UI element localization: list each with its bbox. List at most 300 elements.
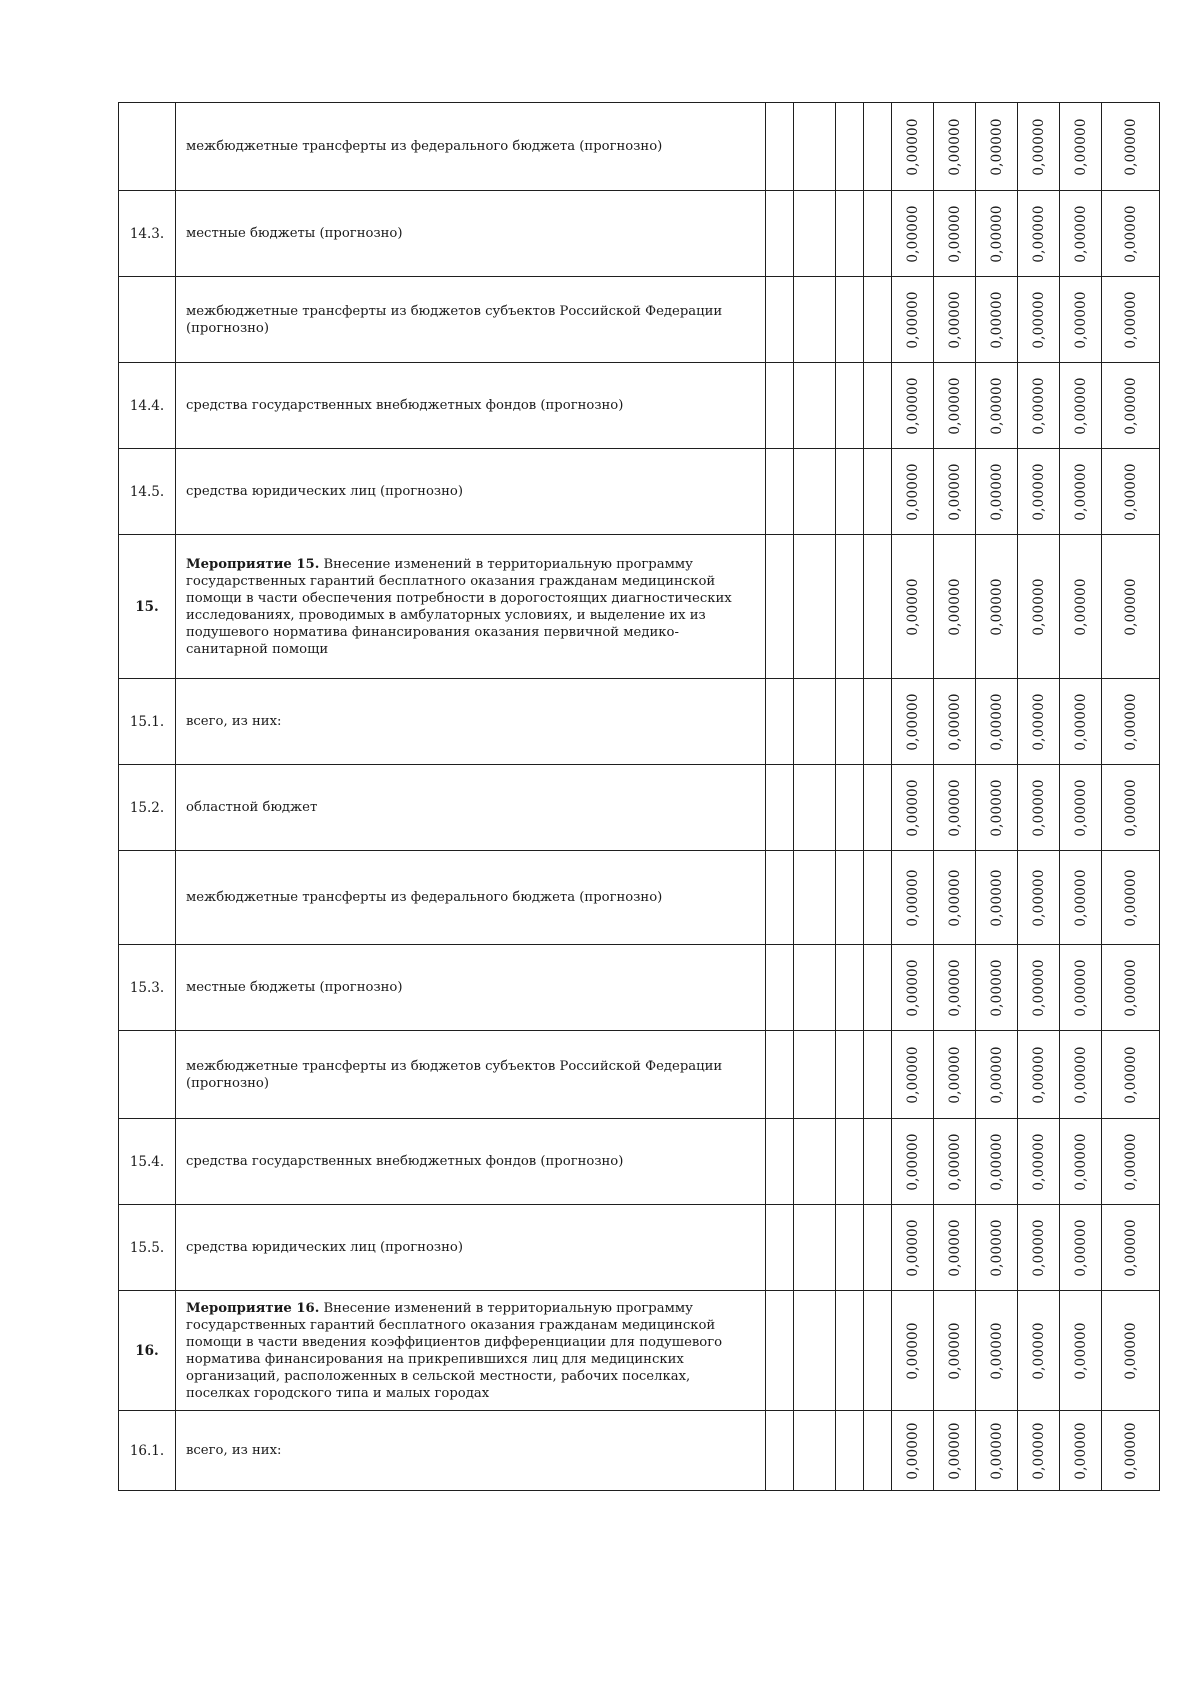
value-cell: [1102, 535, 1160, 679]
empty-cell: [864, 103, 892, 191]
value-cell: [892, 1291, 934, 1411]
value-text: 0,00000: [1030, 577, 1047, 636]
value-cell: [1102, 191, 1160, 277]
row-description: [176, 103, 766, 191]
value-cell: [1060, 1411, 1102, 1491]
table-row: [119, 1119, 1160, 1205]
value-text: 0,00000: [988, 958, 1005, 1017]
value-cell: [892, 277, 934, 363]
empty-cell: [836, 363, 864, 449]
value-cell: [892, 1205, 934, 1291]
empty-cell: [836, 1119, 864, 1205]
value-cell: [1018, 363, 1060, 449]
value-cell: [934, 449, 976, 535]
empty-cell: [836, 851, 864, 945]
value-text: 0,00000: [946, 117, 963, 176]
value-text: 0,00000: [946, 1045, 963, 1104]
value-text: 0,00000: [904, 462, 921, 521]
value-cell: [934, 1291, 976, 1411]
row-description: [176, 1119, 766, 1205]
row-description: [176, 1291, 766, 1411]
empty-cell: [766, 363, 794, 449]
value-text: 0,00000: [1122, 462, 1139, 521]
value-text: 0,00000: [1030, 1421, 1047, 1480]
empty-cell: [864, 449, 892, 535]
empty-cell: [766, 851, 794, 945]
row-description: [176, 679, 766, 765]
value-text: 0,00000: [988, 376, 1005, 435]
value-text: 0,00000: [988, 1421, 1005, 1480]
measure-text: Внесение изменений в территориальную программу государственных гарантий бесплатного оказания гражданам медицинской помощи в части обеспечения потребности в дорогостоящих диагностических исследованиях, проводимых в амбулаторных условиях, и выделение их из подушевого норматива финансирования оказания первичной медико-санитарной помощи: [186, 556, 732, 657]
value-text: 0,00000: [988, 1045, 1005, 1104]
value-cell: [934, 1119, 976, 1205]
value-cell: [1018, 945, 1060, 1031]
empty-cell: [766, 1031, 794, 1119]
empty-cell: [794, 535, 836, 679]
empty-cell: [864, 851, 892, 945]
value-cell: [1018, 449, 1060, 535]
value-text: 0,00000: [1072, 868, 1089, 927]
value-text: 0,00000: [904, 577, 921, 636]
value-text: 0,00000: [904, 958, 921, 1017]
row-number: 15.1.: [119, 679, 176, 765]
value-cell: [934, 679, 976, 765]
value-text: 0,00000: [946, 1421, 963, 1480]
value-text: 0,00000: [1122, 778, 1139, 837]
value-text: 0,00000: [1072, 958, 1089, 1017]
row-description: [176, 851, 766, 945]
value-text: 0,00000: [1030, 692, 1047, 751]
value-cell: [1102, 103, 1160, 191]
value-cell: [892, 1411, 934, 1491]
value-cell: [976, 765, 1018, 851]
value-text: 0,00000: [1122, 376, 1139, 435]
row-number: 15.4.: [119, 1119, 176, 1205]
value-cell: [934, 363, 976, 449]
value-cell: [1102, 363, 1160, 449]
empty-cell: [836, 535, 864, 679]
value-text: 0,00000: [946, 868, 963, 927]
value-cell: [892, 535, 934, 679]
value-cell: [1060, 449, 1102, 535]
value-text: 0,00000: [1122, 958, 1139, 1017]
value-cell: [934, 1411, 976, 1491]
row-description-text: всего, из них:: [186, 1443, 282, 1458]
row-number: 14.5.: [119, 449, 176, 535]
value-cell: [1018, 191, 1060, 277]
value-cell: [976, 1031, 1018, 1119]
row-description-text: межбюджетные трансферты из бюджетов субъектов Российской Федерации (прогнозно): [186, 1058, 723, 1091]
empty-cell: [766, 191, 794, 277]
value-cell: [1060, 851, 1102, 945]
value-text: 0,00000: [904, 868, 921, 927]
value-cell: [934, 277, 976, 363]
table-row: [119, 535, 1160, 679]
empty-cell: [864, 1411, 892, 1491]
empty-cell: [836, 1031, 864, 1119]
value-text: 0,00000: [988, 1321, 1005, 1380]
value-text: 0,00000: [904, 692, 921, 751]
empty-cell: [864, 1205, 892, 1291]
empty-cell: [836, 103, 864, 191]
empty-cell: [766, 1119, 794, 1205]
empty-cell: [864, 535, 892, 679]
empty-cell: [766, 449, 794, 535]
value-text: 0,00000: [1122, 1045, 1139, 1104]
empty-cell: [766, 1411, 794, 1491]
value-text: 0,00000: [946, 462, 963, 521]
value-text: 0,00000: [1072, 376, 1089, 435]
empty-cell: [794, 277, 836, 363]
value-cell: [976, 535, 1018, 679]
empty-cell: [794, 851, 836, 945]
row-description: [176, 945, 766, 1031]
empty-cell: [766, 103, 794, 191]
empty-cell: [864, 765, 892, 851]
value-text: 0,00000: [1030, 204, 1047, 263]
value-text: 0,00000: [1072, 290, 1089, 349]
empty-cell: [766, 1205, 794, 1291]
value-text: 0,00000: [1030, 462, 1047, 521]
value-text: 0,00000: [904, 1321, 921, 1380]
empty-cell: [766, 277, 794, 363]
value-cell: [1018, 277, 1060, 363]
value-cell: [934, 851, 976, 945]
empty-cell: [836, 1291, 864, 1411]
value-cell: [1060, 277, 1102, 363]
empty-cell: [766, 945, 794, 1031]
value-text: 0,00000: [988, 462, 1005, 521]
value-text: 0,00000: [1030, 376, 1047, 435]
value-cell: [892, 103, 934, 191]
value-text: 0,00000: [1030, 290, 1047, 349]
row-number: 16.: [119, 1291, 176, 1411]
value-text: 0,00000: [988, 204, 1005, 263]
value-cell: [892, 363, 934, 449]
empty-cell: [836, 1205, 864, 1291]
empty-cell: [794, 679, 836, 765]
value-cell: [1060, 103, 1102, 191]
value-cell: [976, 103, 1018, 191]
value-cell: [1102, 277, 1160, 363]
value-text: 0,00000: [946, 692, 963, 751]
value-cell: [934, 945, 976, 1031]
value-text: 0,00000: [988, 692, 1005, 751]
value-cell: [1102, 1205, 1160, 1291]
value-text: 0,00000: [1030, 778, 1047, 837]
empty-cell: [794, 449, 836, 535]
value-cell: [1018, 679, 1060, 765]
value-cell: [1060, 679, 1102, 765]
row-description-text: средства государственных внебюджетных фондов (прогнозно): [186, 1154, 624, 1169]
table-row: [119, 765, 1160, 851]
value-cell: [1018, 1291, 1060, 1411]
row-number: 15.2.: [119, 765, 176, 851]
value-text: 0,00000: [1122, 1321, 1139, 1380]
empty-cell: [864, 1031, 892, 1119]
value-text: 0,00000: [988, 778, 1005, 837]
value-text: 0,00000: [1030, 868, 1047, 927]
measure-title: Мероприятие 15.: [186, 556, 320, 572]
value-cell: [976, 945, 1018, 1031]
empty-cell: [794, 1031, 836, 1119]
value-text: 0,00000: [1030, 117, 1047, 176]
value-text: 0,00000: [1030, 1218, 1047, 1277]
value-text: 0,00000: [1072, 577, 1089, 636]
row-description: [176, 1031, 766, 1119]
table-row: [119, 1031, 1160, 1119]
row-description-text: всего, из них:: [186, 714, 282, 729]
value-text: 0,00000: [1072, 1421, 1089, 1480]
row-description: [176, 1411, 766, 1491]
value-cell: [976, 191, 1018, 277]
value-text: 0,00000: [988, 868, 1005, 927]
value-cell: [976, 1119, 1018, 1205]
value-cell: [1018, 1031, 1060, 1119]
value-text: 0,00000: [904, 1421, 921, 1480]
value-text: 0,00000: [1030, 1321, 1047, 1380]
row-number: [119, 851, 176, 945]
table-row: [119, 851, 1160, 945]
value-text: 0,00000: [1122, 1421, 1139, 1480]
value-text: 0,00000: [1122, 692, 1139, 751]
empty-cell: [794, 1205, 836, 1291]
row-description-text: межбюджетные трансферты из федерального бюджета (прогнозно): [186, 890, 663, 905]
value-text: 0,00000: [988, 117, 1005, 176]
value-cell: [1102, 1291, 1160, 1411]
value-cell: [1060, 1291, 1102, 1411]
value-text: 0,00000: [904, 204, 921, 263]
value-text: 0,00000: [1030, 1045, 1047, 1104]
table-row: [119, 1205, 1160, 1291]
empty-cell: [766, 679, 794, 765]
empty-cell: [864, 191, 892, 277]
value-cell: [1060, 945, 1102, 1031]
value-cell: [1102, 679, 1160, 765]
empty-cell: [864, 679, 892, 765]
empty-cell: [836, 765, 864, 851]
value-cell: [976, 1205, 1018, 1291]
empty-cell: [794, 363, 836, 449]
value-cell: [892, 945, 934, 1031]
value-text: 0,00000: [904, 1045, 921, 1104]
table-row: [119, 449, 1160, 535]
value-cell: [892, 851, 934, 945]
value-cell: [934, 191, 976, 277]
value-cell: [1018, 1411, 1060, 1491]
value-cell: [934, 535, 976, 679]
value-text: 0,00000: [946, 376, 963, 435]
value-cell: [892, 449, 934, 535]
row-description-text: средства юридических лиц (прогнозно): [186, 1240, 463, 1255]
row-description: [176, 277, 766, 363]
table-row: [119, 363, 1160, 449]
value-text: 0,00000: [946, 204, 963, 263]
empty-cell: [864, 277, 892, 363]
value-text: 0,00000: [904, 1218, 921, 1277]
value-cell: [934, 765, 976, 851]
value-text: 0,00000: [988, 290, 1005, 349]
empty-cell: [794, 765, 836, 851]
row-description: [176, 449, 766, 535]
table-row: [119, 679, 1160, 765]
value-cell: [1102, 945, 1160, 1031]
value-text: 0,00000: [904, 117, 921, 176]
table-row: [119, 277, 1160, 363]
value-cell: [1060, 1031, 1102, 1119]
row-description: [176, 191, 766, 277]
value-cell: [1060, 535, 1102, 679]
empty-cell: [864, 363, 892, 449]
row-description: [176, 535, 766, 679]
row-number: [119, 277, 176, 363]
measure-text: Внесение изменений в территориальную программу государственных гарантий бесплатного оказания гражданам медицинской помощи в части введения коэффициентов дифференциации для подушевого норматива финансирования на прикрепившихся лиц для медицинских организаций, расположенных в сельской местности, рабочих поселках, поселках городского типа и малых городах: [186, 1300, 723, 1401]
value-text: 0,00000: [1072, 117, 1089, 176]
empty-cell: [766, 1291, 794, 1411]
value-cell: [892, 679, 934, 765]
empty-cell: [836, 449, 864, 535]
value-cell: [1102, 851, 1160, 945]
value-text: 0,00000: [946, 1132, 963, 1191]
value-cell: [1102, 1031, 1160, 1119]
value-cell: [892, 765, 934, 851]
value-cell: [1018, 1119, 1060, 1205]
value-text: 0,00000: [1072, 1132, 1089, 1191]
empty-cell: [766, 765, 794, 851]
table-row: [119, 103, 1160, 191]
row-number: 15.: [119, 535, 176, 679]
empty-cell: [794, 191, 836, 277]
value-text: 0,00000: [1072, 462, 1089, 521]
table-row: [119, 1411, 1160, 1491]
empty-cell: [766, 535, 794, 679]
empty-cell: [794, 1119, 836, 1205]
empty-cell: [794, 1411, 836, 1491]
table-row: [119, 945, 1160, 1031]
value-text: 0,00000: [1072, 778, 1089, 837]
value-cell: [976, 1411, 1018, 1491]
value-text: 0,00000: [1122, 290, 1139, 349]
value-cell: [1060, 191, 1102, 277]
value-text: 0,00000: [1122, 204, 1139, 263]
value-text: 0,00000: [1030, 958, 1047, 1017]
row-description-text: межбюджетные трансферты из федерального бюджета (прогнозно): [186, 139, 663, 154]
value-cell: [1060, 363, 1102, 449]
value-text: 0,00000: [946, 1321, 963, 1380]
value-text: 0,00000: [946, 1218, 963, 1277]
funding-table: [118, 102, 1160, 1491]
empty-cell: [864, 1119, 892, 1205]
table-row: [119, 191, 1160, 277]
row-description-text: межбюджетные трансферты из бюджетов субъектов Российской Федерации (прогнозно): [186, 303, 723, 336]
empty-cell: [794, 103, 836, 191]
value-cell: [1102, 449, 1160, 535]
value-text: 0,00000: [988, 1218, 1005, 1277]
value-text: 0,00000: [988, 577, 1005, 636]
value-cell: [976, 363, 1018, 449]
row-number: 14.3.: [119, 191, 176, 277]
value-cell: [1018, 765, 1060, 851]
row-description-text: местные бюджеты (прогнозно): [186, 226, 403, 241]
value-text: 0,00000: [1030, 1132, 1047, 1191]
value-text: 0,00000: [1072, 204, 1089, 263]
value-cell: [1018, 535, 1060, 679]
empty-cell: [836, 679, 864, 765]
empty-cell: [864, 1291, 892, 1411]
empty-cell: [794, 1291, 836, 1411]
value-text: 0,00000: [946, 958, 963, 1017]
empty-cell: [836, 945, 864, 1031]
value-cell: [976, 679, 1018, 765]
value-text: 0,00000: [904, 778, 921, 837]
value-text: 0,00000: [1072, 692, 1089, 751]
value-cell: [892, 1119, 934, 1205]
value-cell: [1018, 851, 1060, 945]
empty-cell: [794, 945, 836, 1031]
row-number: [119, 103, 176, 191]
value-text: 0,00000: [904, 1132, 921, 1191]
empty-cell: [836, 191, 864, 277]
value-text: 0,00000: [1072, 1045, 1089, 1104]
value-cell: [1060, 1205, 1102, 1291]
value-text: 0,00000: [1072, 1321, 1089, 1380]
row-description: [176, 765, 766, 851]
value-text: 0,00000: [946, 290, 963, 349]
row-number: 15.5.: [119, 1205, 176, 1291]
value-text: 0,00000: [1122, 868, 1139, 927]
row-number: 16.1.: [119, 1411, 176, 1491]
value-cell: [934, 1205, 976, 1291]
empty-cell: [836, 1411, 864, 1491]
row-number: 14.4.: [119, 363, 176, 449]
value-cell: [976, 449, 1018, 535]
row-description: [176, 1205, 766, 1291]
value-text: 0,00000: [988, 1132, 1005, 1191]
value-cell: [1060, 1119, 1102, 1205]
value-text: 0,00000: [1122, 1218, 1139, 1277]
value-cell: [1102, 1411, 1160, 1491]
value-text: 0,00000: [1072, 1218, 1089, 1277]
value-text: 0,00000: [904, 290, 921, 349]
measure-title: Мероприятие 16.: [186, 1300, 320, 1316]
value-cell: [934, 103, 976, 191]
value-text: 0,00000: [904, 376, 921, 435]
value-cell: [976, 851, 1018, 945]
value-text: 0,00000: [946, 577, 963, 636]
value-cell: [1102, 1119, 1160, 1205]
value-cell: [892, 191, 934, 277]
row-number: 15.3.: [119, 945, 176, 1031]
value-cell: [1018, 1205, 1060, 1291]
empty-cell: [836, 277, 864, 363]
value-cell: [934, 1031, 976, 1119]
row-description-text: областной бюджет: [186, 800, 318, 815]
row-description-text: местные бюджеты (прогнозно): [186, 980, 403, 995]
value-cell: [976, 1291, 1018, 1411]
value-cell: [1102, 765, 1160, 851]
empty-cell: [864, 945, 892, 1031]
row-description: [176, 363, 766, 449]
table-row: [119, 1291, 1160, 1411]
value-text: 0,00000: [1122, 577, 1139, 636]
value-text: 0,00000: [1122, 117, 1139, 176]
value-text: 0,00000: [1122, 1132, 1139, 1191]
value-cell: [976, 277, 1018, 363]
row-number: [119, 1031, 176, 1119]
row-description-text: средства юридических лиц (прогнозно): [186, 484, 463, 499]
row-description-text: средства государственных внебюджетных фондов (прогнозно): [186, 398, 624, 413]
value-cell: [892, 1031, 934, 1119]
